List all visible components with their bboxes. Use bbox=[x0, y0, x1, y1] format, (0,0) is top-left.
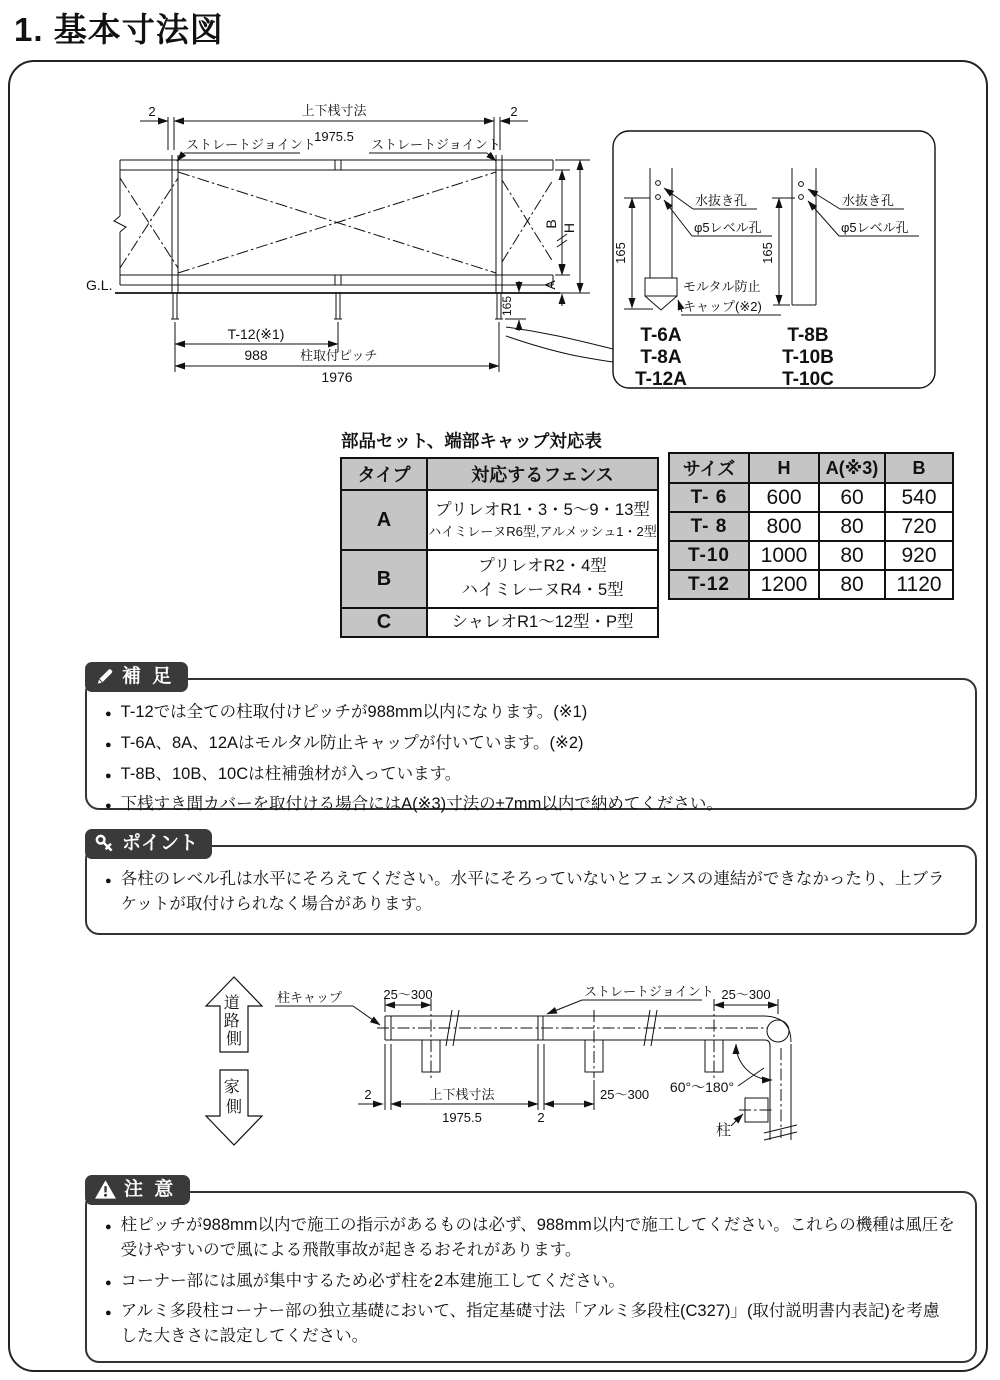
col-header-a: A(※3) bbox=[819, 453, 885, 483]
point-box bbox=[85, 833, 977, 935]
detail-right-165: 165 bbox=[760, 242, 775, 264]
table-row bbox=[669, 512, 953, 541]
stub-165: 165 bbox=[500, 295, 514, 317]
table-row bbox=[341, 550, 658, 608]
detail-leader-curves bbox=[506, 327, 613, 362]
parts-table-title: 部品セット、端部キャップ対応表 bbox=[341, 431, 602, 451]
plan-bottom-dimensions bbox=[358, 1044, 772, 1139]
caution-item-3: ● アルミ多段柱コーナー部の独立基礎において、指定基礎寸法「アルミ多段柱(C327)」(取付説明書内表記)を考慮した大きさに設定してください。 bbox=[120, 1302, 940, 1345]
t12-b: 1120 bbox=[885, 570, 953, 599]
corner-joint-pivot bbox=[767, 1020, 789, 1042]
post-detail-right bbox=[760, 168, 919, 390]
parts-table-section bbox=[340, 428, 659, 638]
model-t6a: T-6A bbox=[640, 325, 682, 346]
fence-b-1: プリレオR2・4型 bbox=[478, 557, 607, 576]
dim-2-mid: 2 bbox=[537, 1110, 545, 1125]
size-table-section bbox=[668, 452, 954, 600]
cross-brace bbox=[178, 172, 496, 273]
t8-h: 800 bbox=[749, 512, 819, 541]
caution-badge-label: 注 意 bbox=[124, 1179, 177, 1200]
dim-2-left: 2 bbox=[364, 1087, 372, 1102]
model-t8a: T-8A bbox=[640, 347, 682, 368]
model-t12a: T-12A bbox=[635, 369, 687, 390]
supplement-item-3: ● T-8B、10B、10Cは柱補強材が入っています。 bbox=[120, 764, 462, 783]
fence-elevation bbox=[86, 155, 560, 319]
caution-badge bbox=[85, 1175, 190, 1205]
list-item bbox=[105, 762, 955, 787]
detail-left-165: 165 bbox=[613, 242, 628, 264]
list-item bbox=[105, 700, 955, 725]
size-t6: T- 6 bbox=[669, 483, 749, 512]
t12-a: 80 bbox=[819, 570, 885, 599]
house-side-label: 家 側 bbox=[223, 1079, 243, 1116]
dim-a: A bbox=[542, 280, 558, 290]
fence-a-1: プリレオR1・3・5〜9・13型 bbox=[435, 500, 650, 519]
col-header-size: サイズ bbox=[669, 453, 749, 483]
level-hole-label-right: φ5レベル孔 bbox=[841, 220, 909, 235]
caution-box bbox=[85, 1179, 977, 1363]
fence-b-2: ハイミレーヌR4・5型 bbox=[461, 581, 624, 599]
t12-h: 1200 bbox=[749, 570, 819, 599]
drain-hole-label-left: 水抜き孔 bbox=[695, 193, 748, 208]
angle-label: 60°〜180° bbox=[669, 1079, 735, 1095]
rail-dim-label: 上下桟寸法 bbox=[301, 103, 367, 118]
plan-rail bbox=[377, 999, 768, 1078]
table-row bbox=[669, 570, 953, 599]
t8-b: 720 bbox=[885, 512, 953, 541]
size-t8: T- 8 bbox=[669, 512, 749, 541]
t8-a: 80 bbox=[819, 512, 885, 541]
break-mark bbox=[114, 216, 126, 232]
gl-label: G.L. bbox=[86, 277, 113, 293]
mortar-cap-label-2: キャップ(※2) bbox=[683, 299, 762, 314]
list-item bbox=[105, 1269, 955, 1294]
point-item-1: ● 各柱のレベル孔は水平にそろえてください。水平にそろっていないとフェンスの連結ができなかったり、上ブラケットが取付けられなく場合があります。 bbox=[120, 870, 945, 913]
t10-a: 80 bbox=[819, 541, 885, 570]
col-header-fence: 対応するフェンス bbox=[427, 458, 658, 490]
size-table bbox=[668, 452, 954, 600]
right-dimensions bbox=[500, 160, 590, 331]
main-dimension-diagram bbox=[80, 85, 960, 405]
bottom-dimensions bbox=[175, 322, 613, 385]
direction-arrows bbox=[206, 977, 262, 1145]
caution-item-2: ● コーナー部には風が集中するため必ず柱を2本建施工してください。 bbox=[120, 1271, 625, 1290]
rail-dim-label: 上下桟寸法 bbox=[429, 1087, 495, 1102]
pencil-icon bbox=[94, 666, 115, 687]
warning-icon bbox=[94, 1179, 117, 1200]
supplement-item-1: ● T-12では全ての柱取付けピッチが988mm以内になります。(※1) bbox=[120, 703, 588, 721]
supplement-item-4: ● 下桟すき間カバーを取付ける場合にはA(※3)寸法の±7mm以内で納めてください。 bbox=[120, 795, 723, 814]
post-label: 柱 bbox=[716, 1122, 732, 1139]
dim-b: B bbox=[543, 219, 559, 229]
t12-note: T-12(※1) bbox=[227, 326, 285, 342]
model-t8b: T-8B bbox=[787, 325, 829, 346]
t6-a: 60 bbox=[819, 483, 885, 512]
fence-c-1: シャレオR1〜12型・P型 bbox=[427, 608, 658, 637]
level-hole-label-left: φ5レベル孔 bbox=[694, 220, 762, 235]
t10-b: 920 bbox=[885, 541, 953, 570]
table-row bbox=[341, 608, 658, 637]
list-item bbox=[105, 1213, 955, 1263]
plan-labels bbox=[275, 984, 778, 1025]
fence-a-2: ハイミレーヌR6型,アルメッシュ1・2型 bbox=[428, 523, 657, 539]
t12-pitch-value: 988 bbox=[244, 347, 268, 363]
straight-joint-label-right: ストレートジョイント bbox=[371, 137, 501, 152]
post-detail-box bbox=[613, 131, 935, 390]
size-t10: T-10 bbox=[669, 541, 749, 570]
list-item bbox=[105, 867, 955, 917]
t6-b: 540 bbox=[885, 483, 953, 512]
list-item bbox=[105, 1299, 955, 1349]
plan-corner bbox=[739, 1016, 797, 1140]
size-t12: T-12 bbox=[669, 570, 749, 599]
dim-2-right: 2 bbox=[510, 104, 518, 119]
plan-view-diagram bbox=[195, 958, 985, 1170]
mortar-cap-label-1: モルタル防止 bbox=[683, 279, 761, 294]
straight-joint-label-left: ストレートジョイント bbox=[186, 137, 316, 152]
dim-2-left: 2 bbox=[148, 104, 156, 119]
col-header-type: タイプ bbox=[341, 458, 427, 490]
parts-table-header-row bbox=[341, 458, 658, 490]
post-detail-left bbox=[613, 168, 781, 390]
post-cap-label: 柱キャップ bbox=[277, 990, 343, 1005]
list-item bbox=[105, 731, 955, 756]
drain-hole-label-right: 水抜き孔 bbox=[842, 193, 895, 208]
key-icon bbox=[94, 833, 115, 854]
supplement-badge bbox=[85, 662, 188, 692]
dim-25-300-left: 25〜300 bbox=[383, 987, 433, 1002]
type-b: B bbox=[341, 550, 427, 608]
rail-dim-value: 1975.5 bbox=[314, 129, 354, 144]
type-a: A bbox=[341, 490, 427, 550]
t6-h: 600 bbox=[749, 483, 819, 512]
point-badge-label: ポイント bbox=[122, 833, 199, 854]
col-header-h: H bbox=[749, 453, 819, 483]
size-table-header-row bbox=[669, 453, 953, 483]
parts-table bbox=[340, 457, 659, 638]
point-badge bbox=[85, 829, 212, 859]
col-header-b: B bbox=[885, 453, 953, 483]
supplement-box bbox=[85, 666, 977, 814]
model-t10c: T-10C bbox=[782, 369, 834, 390]
rail-dim-value: 1975.5 bbox=[442, 1110, 482, 1125]
supplement-badge-label: 補 足 bbox=[122, 666, 175, 687]
supplement-item-2: ● T-6A、8A、12Aはモルタル防止キャップが付いています。(※2) bbox=[120, 733, 584, 752]
pitch-value: 1976 bbox=[321, 369, 353, 385]
straight-joint-label: ストレートジョイント bbox=[584, 984, 714, 999]
model-t10b: T-10B bbox=[782, 347, 834, 368]
t10-h: 1000 bbox=[749, 541, 819, 570]
caution-item-1: ● 柱ピッチが988mm以内で施工の指示があるものは必ず、988mm以内で施工してください。これらの機種は風圧を受けやすいので風による飛散事故が起きるおそれがあります。 bbox=[120, 1216, 955, 1259]
page-title: 1. 基本寸法図 bbox=[14, 11, 224, 48]
pitch-label: 柱取付ピッチ bbox=[300, 348, 378, 363]
post-stubs bbox=[171, 293, 503, 319]
type-c: C bbox=[341, 608, 427, 637]
dim-25-300-mid: 25〜300 bbox=[600, 1087, 650, 1102]
list-item bbox=[105, 792, 955, 817]
dim-25-300-right: 25〜300 bbox=[721, 987, 771, 1002]
table-row bbox=[669, 483, 953, 512]
dim-h: H bbox=[561, 222, 577, 234]
road-side-label: 道 路 側 bbox=[223, 995, 243, 1048]
table-row bbox=[669, 541, 953, 570]
table-row bbox=[341, 490, 658, 550]
